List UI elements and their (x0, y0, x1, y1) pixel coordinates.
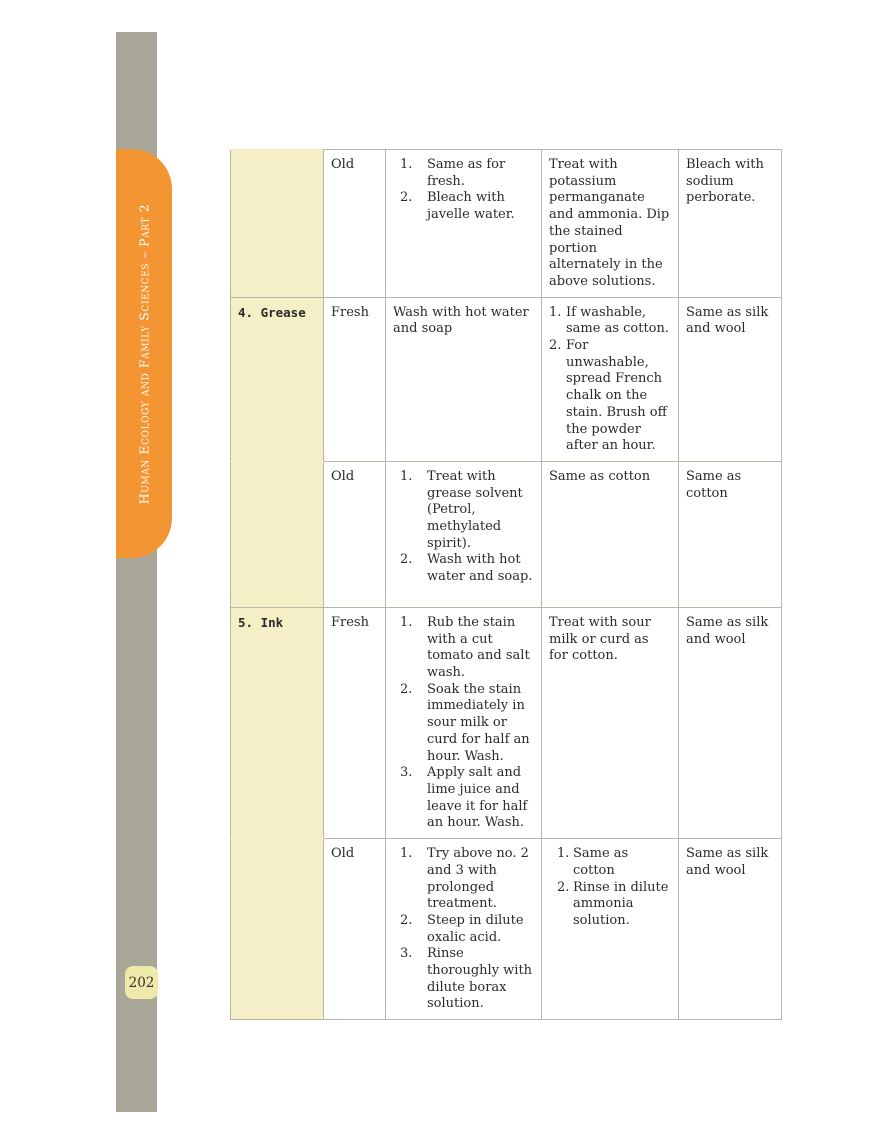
treatment-list (393, 615, 534, 832)
stain-age-cell: Fresh (324, 297, 386, 461)
synthetic-treatment-cell: Same as silk and wool (679, 297, 782, 461)
table-row (231, 461, 782, 607)
synthetic-treatment-cell: Same as silk and wool (679, 607, 782, 838)
page-number: 202 (125, 966, 158, 999)
table-row (231, 839, 782, 1020)
synthetic-treatment-cell: Same as silk and wool (679, 839, 782, 1020)
treatment-list (549, 305, 671, 455)
list-item: 2. Steep in dilute oxalic acid. (400, 912, 524, 945)
list-item: 1. Rub the stain with a cut tomato and salt wash. (400, 614, 530, 681)
stain-removal-table (230, 149, 782, 1020)
stain-name-cell: 4. Grease (231, 297, 324, 461)
cotton-treatment-cell (386, 150, 542, 298)
table-row (231, 150, 782, 298)
silk-wool-treatment-cell: Same as cotton (542, 461, 679, 607)
list-item: 1. Treat with grease solvent (Petrol, methylated spirit). (400, 468, 523, 551)
list-item: 2. Rinse in dilute ammonia solution. (557, 879, 669, 928)
stain-age-cell: Old (324, 839, 386, 1020)
stain-name-cell (231, 839, 324, 1020)
cotton-treatment-cell: Wash with hot water and soap (386, 297, 542, 461)
list-item: 2. For unwashable, spread French chalk on the stain. Brush off the powder after an hour. (549, 338, 667, 454)
stain-name-cell: 5. Ink (231, 607, 324, 838)
list-item: 1. Try above no. 2 and 3 with prolonged treatment. (400, 846, 529, 912)
synthetic-treatment-cell: Bleach with sodium perborate. (679, 150, 782, 298)
list-item: 2. Bleach with javelle water. (400, 190, 515, 223)
list-item: 2. Soak the stain immediately in sour milk or curd for half an hour. Wash. (400, 681, 530, 764)
treatment-list (393, 469, 534, 586)
silk-wool-treatment-cell (542, 839, 679, 1020)
treatment-list (549, 846, 671, 930)
stain-age-cell: Fresh (324, 607, 386, 838)
table-row (231, 297, 782, 461)
treatment-list (393, 846, 534, 1013)
list-item: 2. Wash with hot water and soap. (400, 552, 533, 585)
stain-name-cell (231, 461, 324, 607)
stain-age-cell: Old (324, 150, 386, 298)
list-item: 1. Same as cotton (557, 846, 629, 878)
cotton-treatment-cell (386, 607, 542, 838)
table-row (231, 607, 782, 838)
silk-wool-treatment-cell: Treat with potassium permanganate and ammonia. Dip the stained portion alternately in the above solutions. (542, 150, 679, 298)
treatment-list (393, 157, 534, 224)
list-item: 3. Apply salt and lime juice and leave it for half an hour. Wash. (400, 765, 528, 831)
stain-age-cell: Old (324, 461, 386, 607)
list-item: 3. Rinse thoroughly with dilute borax solution. (400, 946, 533, 1012)
book-title: Human Ecology and Family Sciences – Part 2 (136, 203, 152, 505)
stain-name-cell (231, 150, 324, 298)
cotton-treatment-cell (386, 839, 542, 1020)
list-item: 1. Same as for fresh. (400, 157, 506, 189)
list-item: 1. If washable, same as cotton. (549, 304, 670, 337)
synthetic-treatment-cell: Same as cotton (679, 461, 782, 607)
silk-wool-treatment-cell (542, 297, 679, 461)
cotton-treatment-cell (386, 461, 542, 607)
silk-wool-treatment-cell: Treat with sour milk or curd as for cotton. (542, 607, 679, 838)
